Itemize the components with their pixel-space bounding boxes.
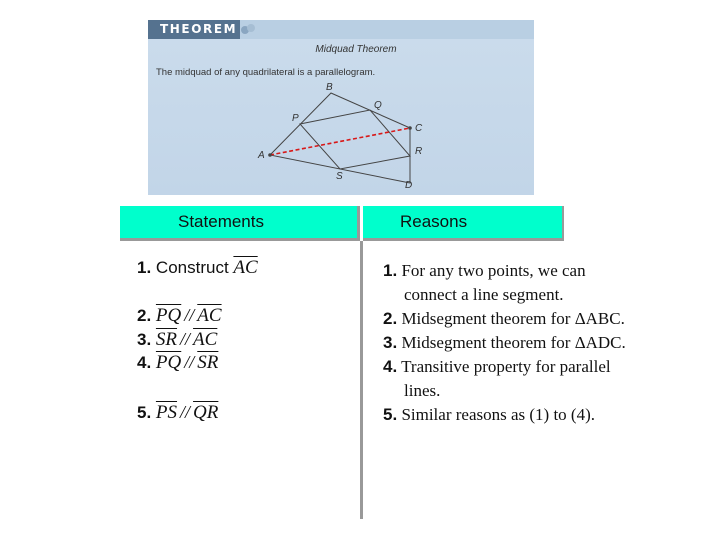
reason-4-continued: lines. <box>404 381 441 400</box>
statements-header <box>120 206 360 241</box>
reason-4: 4. Transitive property for parallel <box>383 357 611 376</box>
label-r: R <box>415 146 423 157</box>
reasons-header <box>363 206 564 241</box>
statements-header-label: Statements <box>178 212 264 231</box>
theorem-card <box>148 20 534 195</box>
theorem-title: Midquad Theorem <box>315 44 397 55</box>
statement-4: 4. $\overline{PQ} // \overline{SR}$ <box>137 352 219 373</box>
label-a: A <box>258 150 265 161</box>
reason-3: 3. Midsegment theorem for ΔADC. <box>383 333 626 352</box>
statement-2: 2. $\overline{PQ} // \overline{AC}$ <box>137 305 222 326</box>
statement-1: 1. Construct $\overline{AC}$ <box>137 257 258 278</box>
reason-1: 1. For any two points, we can <box>383 261 586 280</box>
column-divider <box>360 241 363 519</box>
point-a-dot <box>268 153 272 157</box>
label-p: P <box>292 113 299 124</box>
label-c: C <box>415 123 423 134</box>
label-s: S <box>336 171 343 182</box>
reasons-header-label: Reasons <box>400 212 468 231</box>
statement-5: 5. $\overline{PS} // \overline{QR}$ <box>137 402 219 423</box>
theorem-tab: THEOREM <box>148 20 240 39</box>
theorem-statement: The midquad of any quadrilateral is a parallelogram. <box>156 67 376 78</box>
reason-5: 5. Similar reasons as (1) to (4). <box>383 405 596 424</box>
label-q: Q <box>374 100 382 111</box>
label-d: D <box>405 180 413 191</box>
point-c-dot <box>408 126 412 130</box>
statement-3: 3. $\overline{SR} // \overline{AC}$ <box>137 329 218 350</box>
reason-1-continued: connect a line segment. <box>404 285 564 304</box>
reasons-list <box>383 259 683 427</box>
label-b: B <box>326 82 333 93</box>
reason-2: 2. Midsegment theorem for ΔABC. <box>383 309 625 328</box>
midquad-pqrs <box>300 110 410 169</box>
midquad-diagram <box>148 20 534 195</box>
